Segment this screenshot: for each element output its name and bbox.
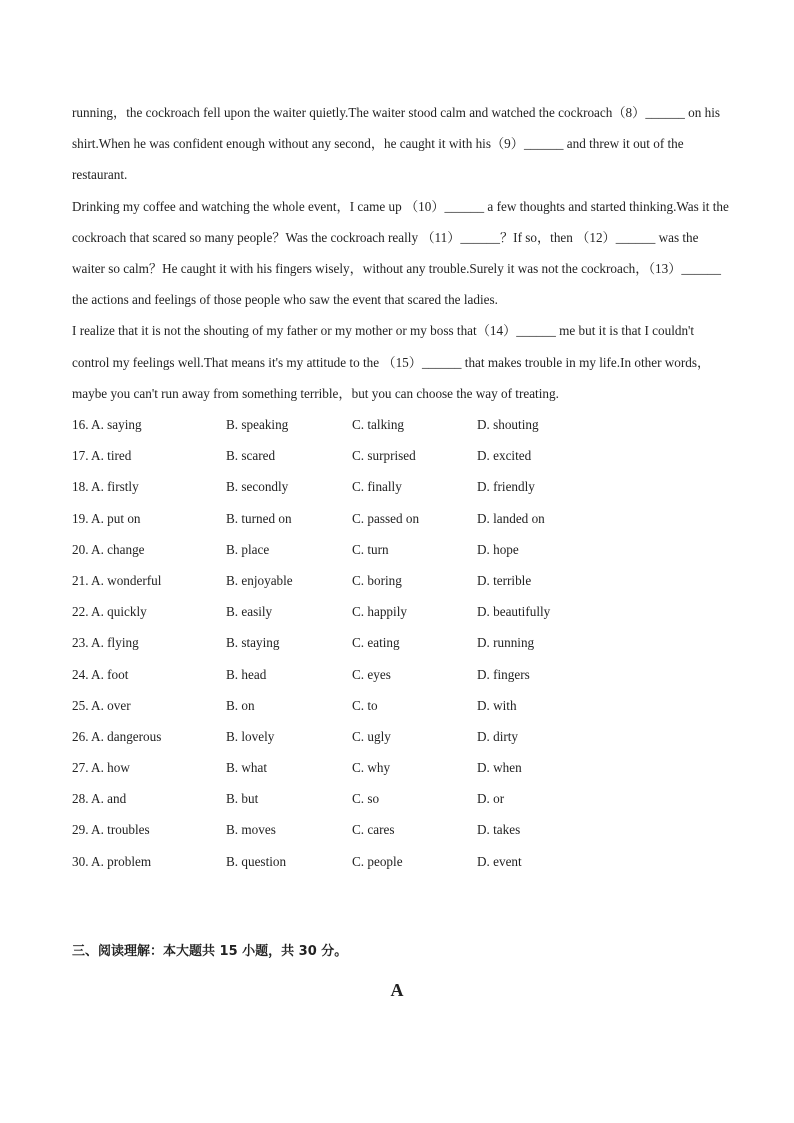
answer-options <box>72 409 732 877</box>
option-c: C. why <box>352 760 391 776</box>
option-c: C. passed on <box>352 510 420 526</box>
passage-paragraph-3: I realize that it is not the shouting of my father or my mother or my boss that（14）______ me but it is that I couldn't control my feelings well.That means it's my attitude to the （15）______ that makes trouble in my life.In other words，maybe you can't run away from something terrible，but you can choose the way of treating. <box>72 323 711 401</box>
passage-paragraph-1: running，the cockroach fell upon the waiter quietly.The waiter stood calm and watched the cockroach（8）______ on his shirt.When he was confident enough without any second，he caught it with his（9）______ and threw it out of the restaurant. <box>72 105 721 183</box>
document-body <box>72 0 732 877</box>
option-b: B. staying <box>226 635 280 651</box>
question-row <box>72 690 732 721</box>
question-row <box>72 659 732 690</box>
option-c: C. finally <box>352 479 402 495</box>
option-a: 16. A. saying <box>72 417 142 433</box>
option-d: D. landed on <box>477 510 545 526</box>
question-row <box>72 596 732 627</box>
option-b: B. secondly <box>226 479 289 495</box>
question-row <box>72 721 732 752</box>
option-c: C. talking <box>352 417 405 433</box>
option-c: C. cares <box>352 822 395 838</box>
option-a: 18. A. firstly <box>72 479 139 495</box>
option-b: B. moves <box>226 822 276 838</box>
option-a: 26. A. dangerous <box>72 728 162 744</box>
option-d: D. terrible <box>477 572 532 588</box>
option-b: B. but <box>226 791 259 807</box>
option-b: B. speaking <box>226 417 289 433</box>
option-a: 19. A. put on <box>72 510 141 526</box>
passage-paragraph-2: Drinking my coffee and watching the whole event，I came up （10）______ a few thoughts and started thinking.Was it the cockroach that scared so many people？Was the cockroach really （11）______？If so，then （12）______ was the waiter so calm？He caught it with his fingers wisely，without any trouble.Surely it was not the cockroach，（13）______ the actions and feelings of those people who saw the event that scared the ladies. <box>72 198 729 308</box>
option-b: B. on <box>226 697 255 713</box>
option-d: D. event <box>477 853 522 869</box>
option-a: 24. A. foot <box>72 666 129 682</box>
question-row <box>72 503 732 534</box>
option-b: B. what <box>226 760 268 776</box>
option-b: B. easily <box>226 604 273 620</box>
option-b: B. lovely <box>226 728 275 744</box>
option-d: D. hope <box>477 541 519 557</box>
section-heading: 三、阅读理解：本大题共 15 小题，共 30 分。 <box>72 944 348 959</box>
option-c: C. ugly <box>352 728 391 744</box>
option-a: 21. A. wonderful <box>72 572 162 588</box>
question-row <box>72 440 732 471</box>
option-c: C. turn <box>352 541 389 557</box>
question-row <box>72 534 732 565</box>
question-row <box>72 471 732 502</box>
option-b: B. question <box>226 853 287 869</box>
option-b: B. turned on <box>226 510 292 526</box>
question-row <box>72 846 732 877</box>
option-d: D. when <box>477 760 522 776</box>
option-c: C. people <box>352 853 403 869</box>
option-b: B. head <box>226 666 267 682</box>
option-d: D. running <box>477 635 535 651</box>
option-a: 20. A. change <box>72 541 145 557</box>
option-d: D. beautifully <box>477 604 551 620</box>
option-a: 22. A. quickly <box>72 604 147 620</box>
option-a: 23. A. flying <box>72 635 139 651</box>
option-d: D. excited <box>477 448 532 464</box>
question-row <box>72 627 732 658</box>
question-row <box>72 409 732 440</box>
part-letter: A <box>390 980 404 1000</box>
option-c: C. eyes <box>352 666 391 682</box>
option-d: D. with <box>477 697 517 713</box>
question-row <box>72 783 732 814</box>
option-d: D. dirty <box>477 728 519 744</box>
option-b: B. enjoyable <box>226 572 293 588</box>
option-b: B. place <box>226 541 270 557</box>
option-d: D. friendly <box>477 479 535 495</box>
question-row <box>72 565 732 596</box>
option-a: 17. A. tired <box>72 448 132 464</box>
option-c: C. boring <box>352 572 402 588</box>
option-c: C. happily <box>352 604 407 620</box>
option-d: D. fingers <box>477 666 530 682</box>
option-d: D. shouting <box>477 417 539 433</box>
option-d: D. takes <box>477 822 521 838</box>
option-a: 27. A. how <box>72 760 130 776</box>
question-row <box>72 752 732 783</box>
option-c: C. to <box>352 697 378 713</box>
option-c: C. surprised <box>352 448 416 464</box>
option-a: 30. A. problem <box>72 853 152 869</box>
question-row <box>72 814 732 845</box>
option-c: C. so <box>352 791 380 807</box>
option-c: C. eating <box>352 635 400 651</box>
option-a: 29. A. troubles <box>72 822 150 838</box>
option-a: 25. A. over <box>72 697 131 713</box>
option-a: 28. A. and <box>72 791 127 807</box>
option-d: D. or <box>477 791 505 807</box>
option-b: B. scared <box>226 448 276 464</box>
